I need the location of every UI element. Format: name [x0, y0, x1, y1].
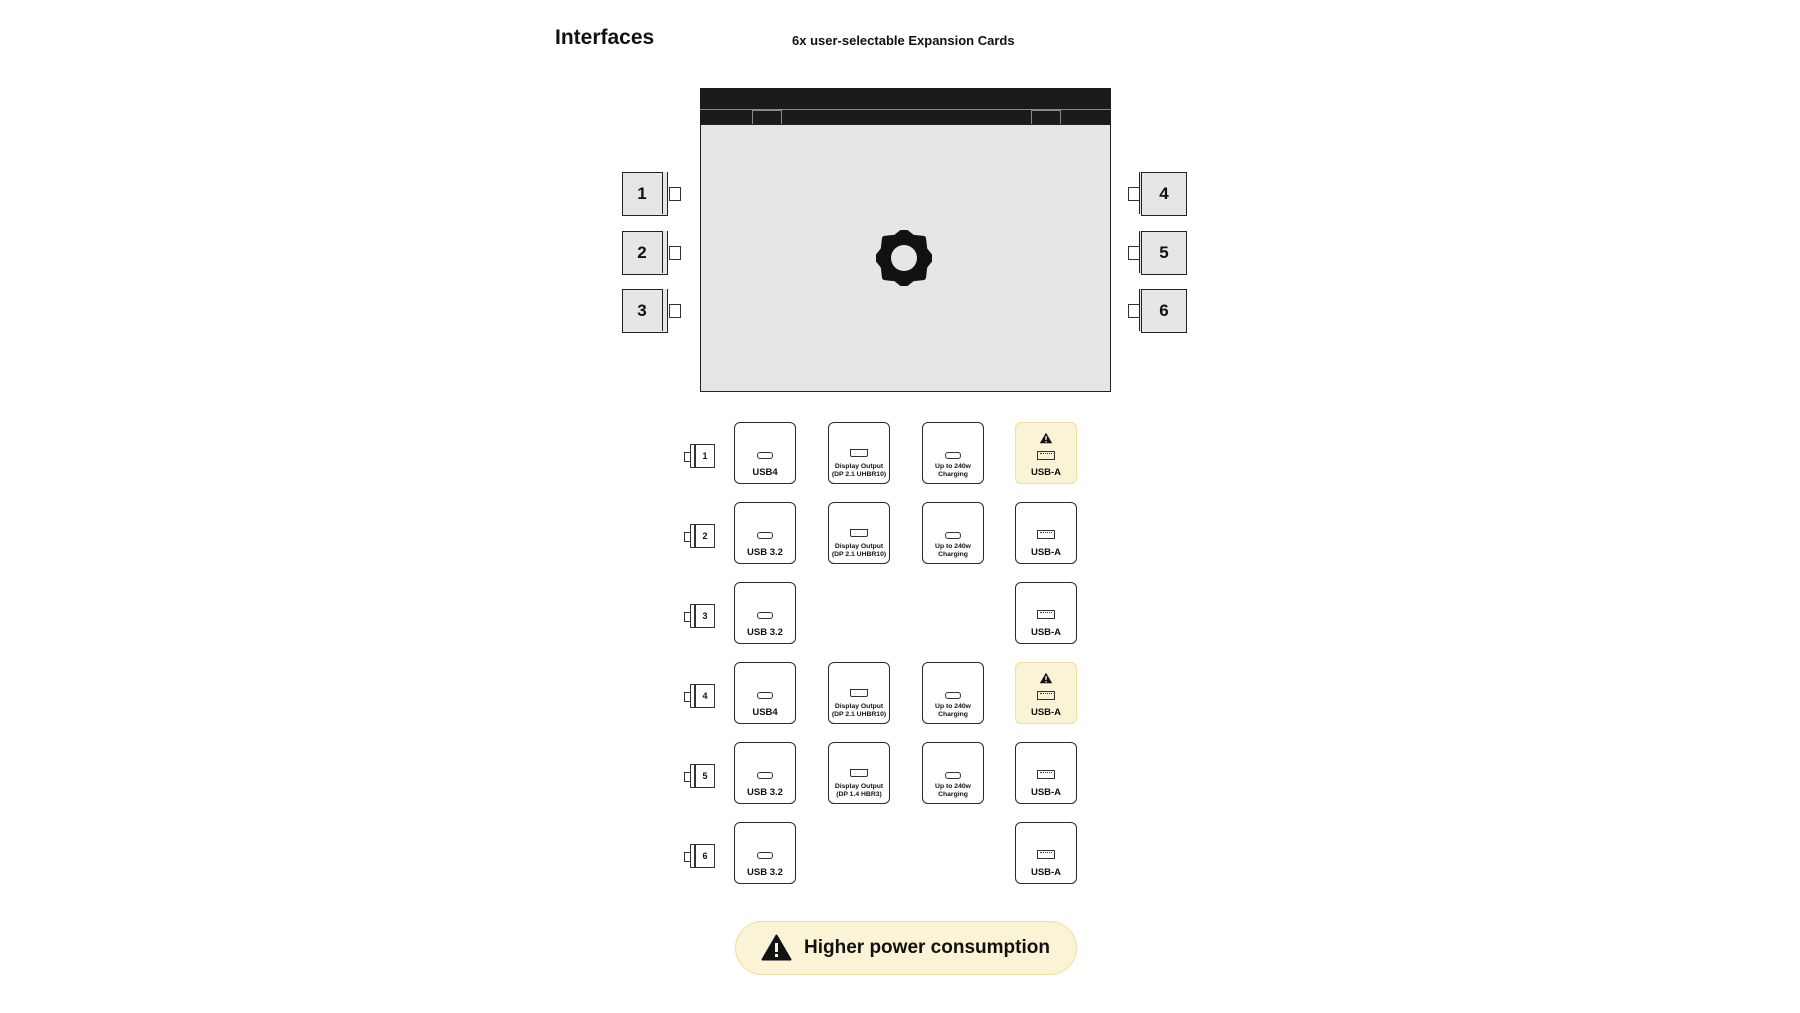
card-label: USB 3.2: [747, 787, 783, 798]
displayport-icon: [850, 769, 868, 777]
expansion-card-display[interactable]: [828, 742, 890, 804]
expansion-slot-1: [622, 172, 668, 216]
expansion-slot-3: [622, 289, 668, 333]
legend-text: Higher power consumption: [804, 937, 1050, 958]
expansion-card-usb-c[interactable]: [734, 662, 796, 724]
expansion-card-charging[interactable]: [922, 502, 984, 564]
usb-c-port-icon: [757, 852, 773, 859]
expansion-card-display[interactable]: [828, 502, 890, 564]
displayport-icon: [850, 689, 868, 697]
card-label: Display Output (DP 2.1 UHBR10): [831, 543, 887, 558]
usb-c-port-icon: [945, 772, 961, 779]
page-title: Interfaces: [555, 26, 655, 49]
card-label: USB 3.2: [747, 547, 783, 558]
usb-c-port-icon: [757, 772, 773, 779]
slot-number: 3: [637, 301, 647, 320]
usb-c-port-icon: [945, 692, 961, 699]
expansion-card-usb-a[interactable]: [1015, 742, 1077, 804]
usb-c-port-icon: [757, 612, 773, 619]
expansion-card-display[interactable]: [828, 662, 890, 724]
card-label: USB 3.2: [747, 627, 783, 638]
displayport-icon: [850, 449, 868, 457]
expansion-slot-4: [1128, 172, 1174, 216]
displayport-icon: [850, 529, 868, 537]
usb-c-port-icon: [757, 532, 773, 539]
row-number: 2: [695, 524, 715, 548]
slot-number: 5: [1159, 243, 1169, 262]
row-label-1: [684, 444, 714, 470]
usb-a-port-icon: [1037, 770, 1055, 779]
expansion-card-usb-a[interactable]: [1015, 582, 1077, 644]
expansion-card-usb-c[interactable]: [734, 822, 796, 884]
row-number: 1: [695, 444, 715, 468]
expansion-card-usb-a[interactable]: [1015, 502, 1077, 564]
row-label-2: [684, 524, 714, 550]
card-label: Up to 240w Charging: [935, 543, 971, 558]
card-label: USB 3.2: [747, 867, 783, 878]
expansion-card-usb-c[interactable]: [734, 422, 796, 484]
expansion-card-charging[interactable]: [922, 742, 984, 804]
card-label: USB-A: [1030, 787, 1062, 798]
slot-number: 6: [1159, 301, 1169, 320]
hinge-tab: [1031, 110, 1061, 125]
row-label-3: [684, 604, 714, 630]
card-label: USB4: [752, 707, 778, 718]
warning-triangle-icon: [1039, 432, 1053, 444]
page-subtitle: 6x user-selectable Expansion Cards: [792, 33, 1015, 48]
usb-a-port-icon: [1037, 530, 1055, 539]
card-label: USB-A: [1030, 707, 1062, 718]
row-label-5: [684, 764, 714, 790]
usb-a-port-icon: [1037, 691, 1055, 700]
warning-triangle-icon: [761, 934, 792, 961]
card-label: Up to 240w Charging: [935, 783, 971, 798]
expansion-card-charging[interactable]: [922, 662, 984, 724]
card-label: USB-A: [1030, 547, 1062, 558]
card-label: Display Output (DP 1.4 HBR3): [834, 783, 884, 798]
expansion-card-usb-a[interactable]: [1015, 422, 1077, 484]
slot-number: 2: [637, 243, 647, 262]
usb-a-port-icon: [1037, 610, 1055, 619]
gear-logo-icon: [876, 230, 932, 286]
card-label: Display Output (DP 2.1 UHBR10): [831, 703, 887, 718]
usb-c-port-icon: [945, 532, 961, 539]
expansion-card-display[interactable]: [828, 422, 890, 484]
card-label: USB-A: [1030, 627, 1062, 638]
expansion-card-usb-c[interactable]: [734, 742, 796, 804]
row-number: 3: [695, 604, 715, 628]
expansion-card-usb-a[interactable]: [1015, 662, 1077, 724]
card-label: Up to 240w Charging: [935, 463, 971, 478]
usb-c-port-icon: [757, 452, 773, 459]
usb-a-port-icon: [1037, 451, 1055, 460]
expansion-card-usb-a[interactable]: [1015, 822, 1077, 884]
row-number: 5: [695, 764, 715, 788]
expansion-slot-5: [1128, 231, 1174, 275]
card-label: USB-A: [1030, 867, 1062, 878]
expansion-card-charging[interactable]: [922, 422, 984, 484]
card-label: Up to 240w Charging: [935, 703, 971, 718]
hinge-tab: [752, 110, 782, 125]
card-label: Display Output (DP 2.1 UHBR10): [831, 463, 887, 478]
row-number: 4: [695, 684, 715, 708]
usb-c-port-icon: [757, 692, 773, 699]
usb-c-port-icon: [945, 452, 961, 459]
slot-number: 1: [637, 184, 647, 203]
usb-a-port-icon: [1037, 850, 1055, 859]
expansion-card-usb-c[interactable]: [734, 502, 796, 564]
row-number: 6: [695, 844, 715, 868]
slot-number: 4: [1159, 184, 1169, 203]
expansion-slot-6: [1128, 289, 1174, 333]
row-label-4: [684, 684, 714, 710]
expansion-card-usb-c[interactable]: [734, 582, 796, 644]
warning-triangle-icon: [1039, 672, 1053, 684]
card-label: USB4: [752, 467, 778, 478]
card-label: USB-A: [1030, 467, 1062, 478]
expansion-slot-2: [622, 231, 668, 275]
row-label-6: [684, 844, 714, 870]
